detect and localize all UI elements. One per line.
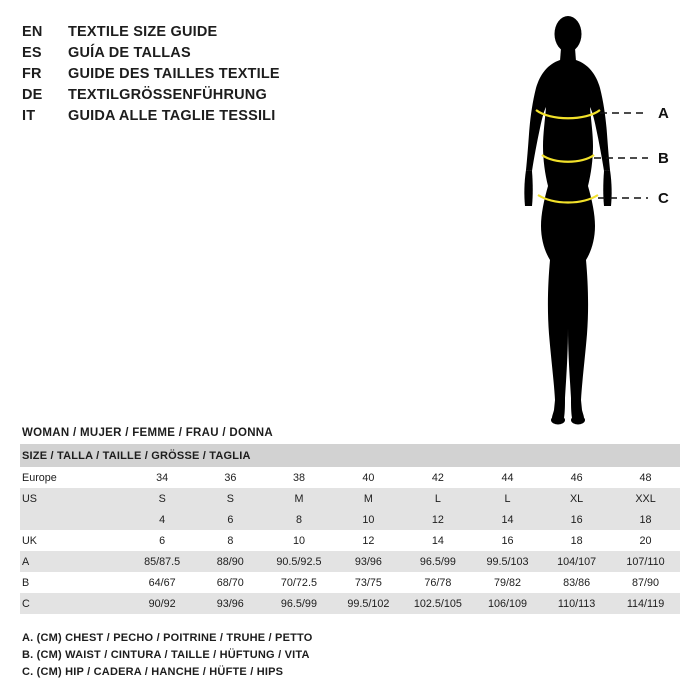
table-header-label: SIZE / TALLA / TAILLE / GRÖSSE / TAGLIA — [20, 444, 680, 467]
cell: 88/90 — [196, 551, 264, 572]
cell: 16 — [501, 534, 514, 547]
cell: 96.5/99 — [403, 551, 473, 572]
cell: 16 — [542, 509, 611, 530]
cell: 18 — [570, 534, 583, 547]
title-text-es: GUÍA DE TALLAS — [68, 45, 191, 61]
title-text-fr: GUIDE DES TAILLES TEXTILE — [68, 66, 280, 82]
cell: M — [264, 488, 334, 509]
cell: 12 — [362, 534, 375, 547]
cell: 106/109 — [473, 593, 542, 614]
cell: 12 — [403, 509, 473, 530]
size-table-section — [20, 425, 680, 614]
cell: L — [403, 488, 473, 509]
table-row — [20, 551, 680, 572]
cell: 10 — [292, 534, 305, 547]
cell: 70/72.5 — [280, 576, 317, 589]
table-row — [20, 530, 680, 551]
cell: XL — [542, 488, 611, 509]
cell: S — [128, 488, 197, 509]
cell: 114/119 — [611, 593, 680, 614]
cell: 96.5/99 — [264, 593, 334, 614]
cell: 79/82 — [493, 576, 522, 589]
row-label — [20, 509, 128, 530]
cell: 99.5/103 — [473, 551, 542, 572]
size-table — [20, 444, 680, 614]
cell: 90/92 — [128, 593, 197, 614]
table-row — [20, 467, 680, 488]
cell: S — [196, 488, 264, 509]
row-label: UK — [22, 534, 37, 547]
cell: 102.5/105 — [403, 593, 473, 614]
cell: 68/70 — [216, 576, 244, 589]
cell: 34 — [156, 471, 169, 484]
cell: XXL — [611, 488, 680, 509]
title-row-fr — [22, 66, 502, 87]
cell: 83/86 — [563, 576, 591, 589]
row-label: Europe — [22, 471, 57, 484]
row-label: C — [20, 593, 128, 614]
cell: 90.5/92.5 — [264, 551, 334, 572]
table-row — [20, 488, 680, 509]
cell: 99.5/102 — [334, 593, 403, 614]
cell: 64/67 — [148, 576, 176, 589]
cell: 76/78 — [424, 576, 452, 589]
cell: 46 — [570, 471, 583, 484]
title-lang-en: EN — [22, 24, 43, 40]
cell: 73/75 — [354, 576, 382, 589]
marker-label-b: B — [658, 150, 669, 167]
title-text-de: TEXTILGRÖSSENFÜHRUNG — [68, 87, 267, 103]
table-header-row — [20, 444, 680, 467]
cell: 93/96 — [334, 551, 403, 572]
marker-label-c: C — [658, 190, 669, 207]
row-label: US — [20, 488, 128, 509]
title-lang-fr: FR — [22, 66, 42, 82]
cell: 93/96 — [196, 593, 264, 614]
cell: L — [473, 488, 542, 509]
cell: M — [334, 488, 403, 509]
cell: 38 — [292, 471, 305, 484]
row-label: A — [20, 551, 128, 572]
title-lang-it: IT — [22, 108, 36, 124]
title-text-it: GUIDA ALLE TAGLIE TESSILI — [68, 108, 276, 124]
cell: 42 — [431, 471, 444, 484]
title-lang-es: ES — [22, 45, 42, 61]
cell: 14 — [431, 534, 444, 547]
title-row-it — [22, 108, 502, 129]
cell: 14 — [473, 509, 542, 530]
cell: 20 — [639, 534, 652, 547]
cell: 44 — [501, 471, 514, 484]
row-label: B — [22, 576, 30, 589]
silhouette-icon — [524, 16, 611, 425]
cell: 36 — [224, 471, 237, 484]
cell: 6 — [196, 509, 264, 530]
cell: 110/113 — [542, 593, 611, 614]
title-lang-de: DE — [22, 87, 43, 103]
legend-row-waist: B. (CM) WAIST / CINTURA / TAILLE / HÜFTUNG / VITA — [22, 649, 310, 661]
cell: 18 — [611, 509, 680, 530]
cell: 10 — [334, 509, 403, 530]
table-row — [20, 572, 680, 593]
cell: 104/107 — [542, 551, 611, 572]
table-group-title: WOMAN / MUJER / FEMME / FRAU / DONNA — [22, 427, 274, 439]
cell: 8 — [264, 509, 334, 530]
title-block — [22, 24, 502, 129]
cell: 6 — [159, 534, 166, 547]
table-row — [20, 509, 680, 530]
title-text-en: TEXTILE SIZE GUIDE — [68, 24, 218, 40]
measurement-legend — [22, 630, 622, 681]
cell: 4 — [128, 509, 197, 530]
cell: 40 — [362, 471, 375, 484]
title-row-es — [22, 45, 502, 66]
title-row-en — [22, 24, 502, 45]
cell: 87/90 — [632, 576, 660, 589]
table-row — [20, 593, 680, 614]
cell: 85/87.5 — [128, 551, 197, 572]
marker-label-a: A — [658, 105, 669, 122]
female-silhouette-figure — [500, 8, 690, 438]
legend-row-chest: A. (CM) CHEST / PECHO / POITRINE / TRUHE / PETTO — [22, 632, 313, 644]
cell: 8 — [227, 534, 234, 547]
cell: 48 — [639, 471, 652, 484]
title-row-de — [22, 87, 502, 108]
cell: 107/110 — [611, 551, 680, 572]
legend-row-hip: C. (CM) HIP / CADERA / HANCHE / HÜFTE / HIPS — [22, 666, 284, 678]
